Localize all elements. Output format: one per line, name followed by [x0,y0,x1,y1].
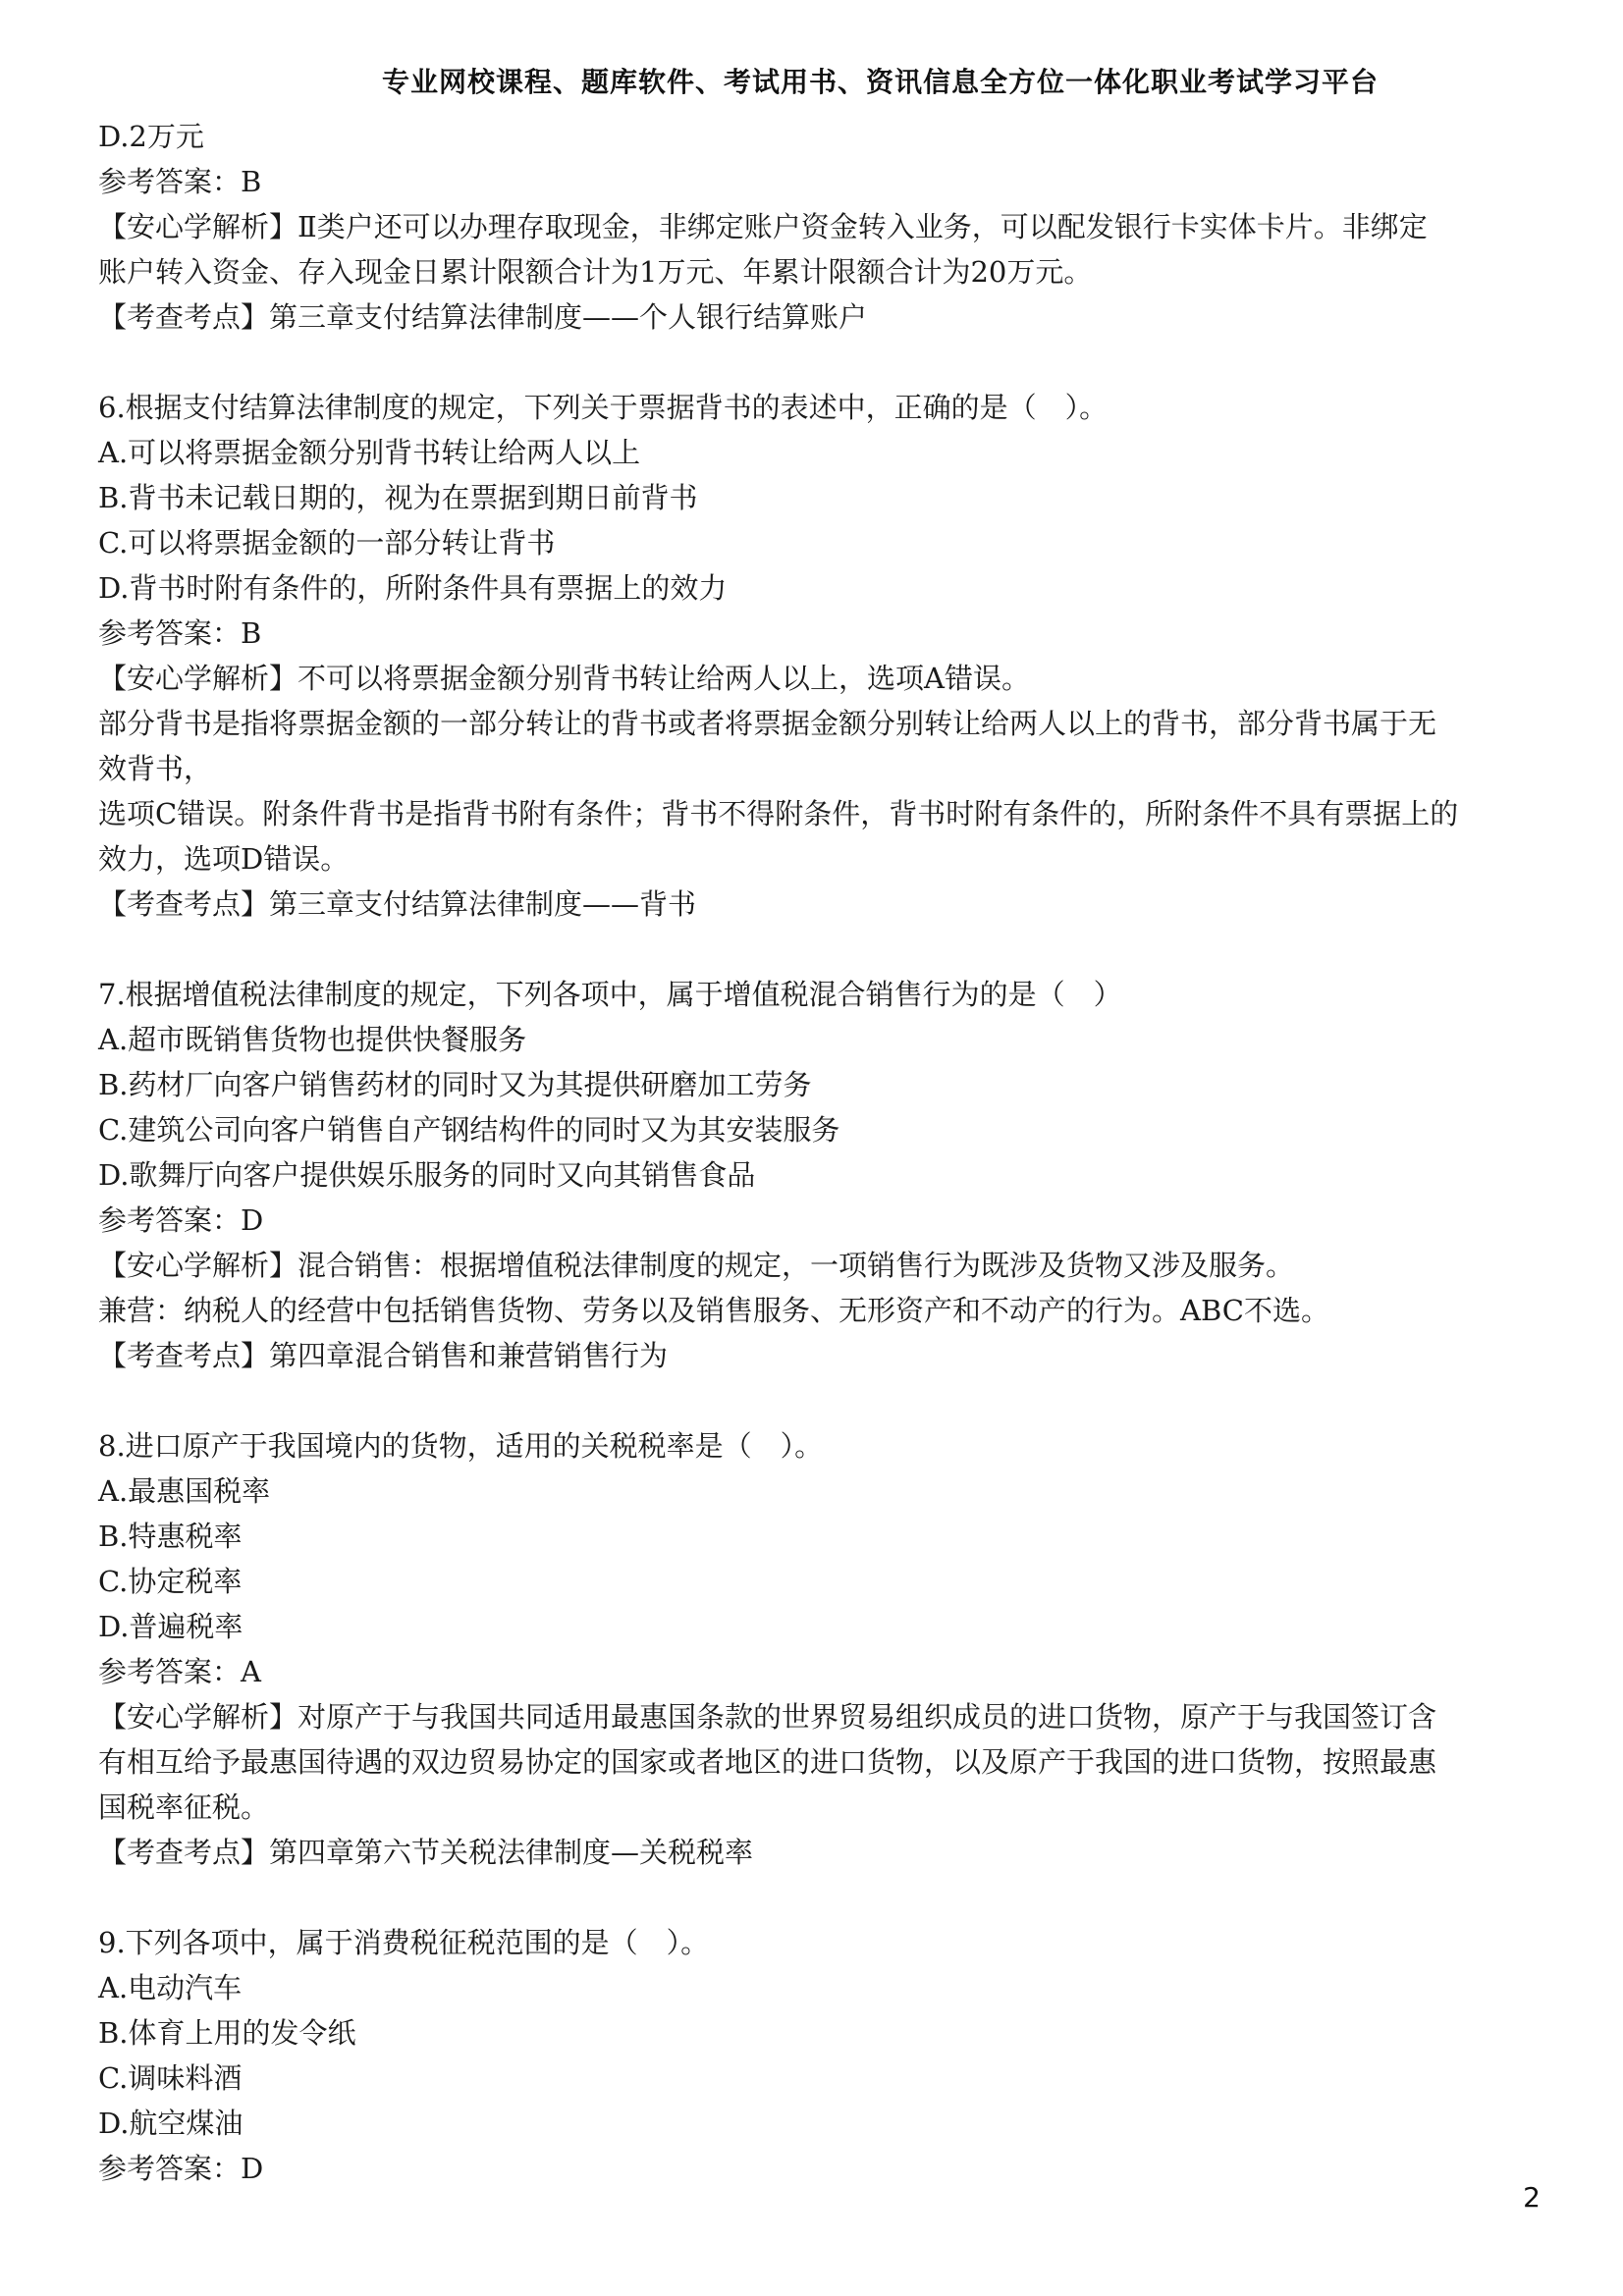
option-d: D.航空煤油 [98,2107,243,2140]
document-body [98,114,1532,2191]
spacer [98,1378,1532,1423]
option-d: D.背书时附有条件的，所附条件具有票据上的效力 [98,571,728,605]
spacer [98,340,1532,385]
analysis-line: 账户转入资金、存入现金日累计限额合计为1万元、年累计限额合计为20万元。 [98,255,1093,289]
option-b: B.药材厂向客户销售药材的同时又为其提供研磨加工劳务 [98,1068,812,1101]
answer: 参考答案：B [98,616,262,650]
option-a: A.电动汽车 [98,1971,243,2004]
exam-point: 【考查考点】第四章第六节关税法律制度—关税税率 [98,1836,754,1869]
option-b: B.特惠税率 [98,1520,243,1553]
option-b: B.背书未记载日期的，视为在票据到期日前背书 [98,481,698,514]
previous-question-tail [98,114,1532,340]
answer: 参考答案：B [98,165,262,198]
analysis-line: 【安心学解析】不可以将票据金额分别背书转让给两人以上，选项A错误。 [98,662,1030,695]
analysis-line: 有相互给予最惠国待遇的双边贸易协定的国家或者地区的进口货物，以及原产于我国的进口货物，按照最惠 [98,1745,1437,1779]
question-stem: 8.进口原产于我国境内的货物，适用的关税税率是（ ）。 [98,1429,824,1463]
question-9 [98,1920,1532,2191]
page-number: 2 [1523,2181,1541,2214]
analysis-line: 【安心学解析】混合销售：根据增值税法律制度的规定，一项销售行为既涉及货物又涉及服务。 [98,1249,1295,1282]
analysis-line: 效力，选项D错误。 [98,842,350,876]
header-title: 专业网校课程、题库软件、考试用书、资讯信息全方位一体化职业考试学习平台 [381,66,1379,98]
option-a: A.可以将票据金额分别背书转让给两人以上 [98,436,641,469]
question-stem: 9.下列各项中，属于消费税征税范围的是（ ）。 [98,1926,710,1959]
option-d: D.普遍税率 [98,1610,243,1643]
option-d: D.2万元 [98,120,204,153]
question-stem: 7.根据增值税法律制度的规定，下列各项中，属于增值税混合销售行为的是（ ） [98,978,1122,1011]
question-7 [98,972,1532,1378]
option-a: A.超市既销售货物也提供快餐服务 [98,1023,527,1056]
option-b: B.体育上用的发令纸 [98,2016,356,2050]
exam-point: 【考查考点】第四章混合销售和兼营销售行为 [98,1339,669,1372]
analysis-line: 效背书， [98,752,213,785]
question-8 [98,1423,1532,1875]
answer: 参考答案：A [98,1655,261,1688]
analysis-line: 国税率征税。 [98,1790,270,1824]
option-c: C.建筑公司向客户销售自产钢结构件的同时又为其安装服务 [98,1113,840,1147]
question-6 [98,385,1532,927]
option-c: C.可以将票据金额的一部分转让背书 [98,526,556,560]
exam-point: 【考查考点】第三章支付结算法律制度——个人银行结算账户 [98,300,868,334]
analysis-line: 【安心学解析】对原产于与我国共同适用最惠国条款的世界贸易组织成员的进口货物，原产于与我国签订含 [98,1700,1437,1734]
exam-point: 【考查考点】第三章支付结算法律制度——背书 [98,887,697,921]
page-header [0,61,1623,100]
answer: 参考答案：D [98,2152,264,2185]
option-c: C.调味料酒 [98,2061,243,2095]
option-c: C.协定税率 [98,1565,243,1598]
spacer [98,1875,1532,1920]
analysis-line: 兼营：纳税人的经营中包括销售货物、劳务以及销售服务、无形资产和不动产的行为。ABC不选。 [98,1294,1329,1327]
question-stem: 6.根据支付结算法律制度的规定，下列关于票据背书的表述中，正确的是（ ）。 [98,391,1109,424]
option-a: A.最惠国税率 [98,1474,271,1508]
analysis-line: 选项C错误。附条件背书是指背书附有条件；背书不得附条件，背书时附有条件的，所附条件不具有票据上的 [98,797,1459,830]
answer: 参考答案：D [98,1203,264,1237]
spacer [98,927,1532,972]
analysis-line: 部分背书是指将票据金额的一部分转让的背书或者将票据金额分别转让给两人以上的背书，部分背书属于无 [98,707,1437,740]
analysis-line: 【安心学解析】Ⅱ类户还可以办理存取现金，非绑定账户资金转入业务，可以配发银行卡实体卡片。非绑定 [98,210,1428,243]
option-d: D.歌舞厅向客户提供娱乐服务的同时又向其销售食品 [98,1158,756,1192]
